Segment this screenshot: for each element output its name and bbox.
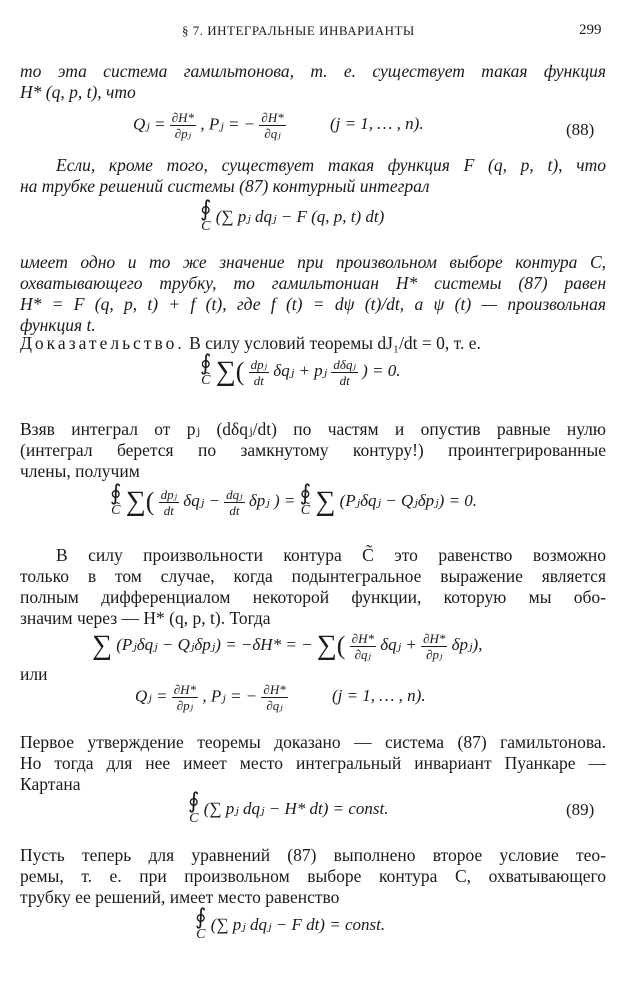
numerator: dpⱼ [160,486,178,502]
text-line: В силу произвольности контура C̃ это равенство возможно [56,545,606,565]
page-number: 299 [579,22,602,38]
denominator: ∂pⱼ [176,698,194,713]
sum-sign: ∑ [315,486,336,517]
numerator: dδqⱼ [333,356,356,372]
oint-symbol [110,480,122,520]
eq-range: (j = 1, … , n). [331,686,426,706]
numerator: ∂H* [171,110,195,125]
oint-symbol [200,350,212,390]
denominator: ∂qⱼ [266,698,283,713]
text-line: трубку ее решений, имеет место равенство [20,887,340,907]
equation-number-88: (88) [566,120,595,139]
denominator: dt [253,372,264,388]
denominator: ∂pⱼ [426,646,443,662]
equation-variation [200,350,401,390]
paren: ( [336,631,346,660]
fraction [259,110,285,141]
fraction [159,487,179,518]
text-line: полным дифференциалом некоторой функции, которую мы обо- [20,587,606,607]
eq-term: δqⱼ − [183,490,220,510]
eq-term: δqⱼ + [380,634,417,654]
text-line: то эта система гамильтонова, т. е. существует такая функция [20,61,606,81]
oint-symbol [200,196,212,236]
fraction [331,357,357,388]
integral-sign: ∮ [299,480,312,505]
equation-88 [133,110,424,141]
text-line: H* (q, p, t), что [20,82,136,102]
fraction [249,357,269,388]
fraction [170,110,196,141]
equation-integrated [110,480,478,520]
eq-term: δpⱼ), [451,634,483,654]
denominator: dt [229,502,240,518]
integral-sign: ∮ [200,196,212,221]
equation-89 [188,788,389,828]
contour-integral [200,196,385,236]
eq-term: ) = 0. [362,360,401,380]
text-line: (интеграл берется по замкнутому контуру!) проинтегрированные [20,440,606,460]
text-line: имеет одно и то же значение при произвольном выборе контура C, [20,252,606,272]
numerator: ∂H* [263,682,286,697]
text-line: Пусть теперь для уравнений (87) выполнено второе условие тео- [20,845,606,865]
text-line: Но тогда для нее имеет место интегральный инвариант Пуанкаре — [20,753,606,773]
sum-sign: ∑ [92,630,112,661]
numerator: ∂H* [423,630,446,646]
fraction [350,631,376,662]
equation-differential [92,630,482,662]
integral-sign: ∮ [200,350,212,375]
text-line: охватывающего трубку, то гамильтониан H* системы (87) равен [20,273,606,293]
eq-term: , Pⱼ = − [202,686,258,706]
paren: ( [145,487,155,516]
denominator: dt [339,372,350,388]
denominator: ∂pⱼ [174,126,192,141]
text-line: Если, кроме того, существует такая функция F (q, p, t), что [56,155,606,175]
equation-last [195,904,386,944]
eq-term: Qⱼ = [135,686,168,706]
denominator: ∂qⱼ [264,126,281,141]
denominator: dt [163,502,174,518]
text-line: или [20,664,48,684]
text-line: ремы, т. е. при произвольном выборе контура C, охватывающего [20,866,606,886]
integral-contour: C [189,811,199,826]
numerator: dqⱼ [226,486,243,502]
equation-number-89: (89) [566,800,595,819]
fraction [224,487,244,518]
oint-symbol [195,904,207,944]
eq-term: , Pⱼ = − [200,114,256,134]
running-header: § 7. ИНТЕГРАЛЬНЫЕ ИНВАРИАНТЫ [182,23,415,38]
integral-contour: C [201,219,211,234]
text-line: значим через — H* (q, p, t). Тогда [20,608,271,628]
text-line [20,333,606,354]
paren: ( [235,357,245,386]
eq-range: (j = 1, … , n). [329,114,424,134]
eq-term: Qⱼ = [133,114,166,134]
integral-contour: C̃ [111,503,121,518]
eq-term: ) = [274,490,296,510]
sum-sign: ∑ [215,356,236,387]
integral-sign: ∮ [188,788,200,813]
fraction [172,682,198,713]
oint-symbol [299,480,312,520]
numerator: ∂H* [261,110,284,125]
text-line: на трубке решений системы (87) контурный интеграл [20,176,430,196]
eq-term: (∑ pⱼ dqⱼ − H* dt) = const. [203,798,389,818]
numerator: ∂H* [351,630,374,646]
integral-contour: C̃ [201,373,211,388]
sum-sign: ∑ [316,630,337,661]
sum-sign: ∑ [125,486,146,517]
text-line: Картана [20,774,81,794]
eq-term: (Pⱼδqⱼ − Qⱼδpⱼ) = −δH* = − [116,634,313,654]
eq-term: (∑ pⱼ dqⱼ − F (q, p, t) dt) [215,206,385,226]
text-line: функция t. [20,315,96,335]
fraction [421,631,447,662]
proof-keyword: Доказательство. [20,333,185,353]
integral-contour: C̃ [300,503,311,518]
numerator: dpⱼ [250,356,268,372]
eq-term: (∑ pⱼ dqⱼ − F dt) = const. [210,914,386,934]
text-line: Взяв интеграл от pⱼ (dδqⱼ/dt) по частям и опустив равные нулю [20,419,606,439]
equation-hamilton [135,682,426,713]
text-line: Первое утверждение теоремы доказано — система (87) гамильтонова. [20,732,606,752]
eq-term: δqⱼ + pⱼ [273,360,328,380]
text-line: H* = F (q, p, t) + f (t), где f (t) = dψ (t)/dt, а ψ (t) — произвольная [20,294,606,314]
integral-contour: C [196,927,206,942]
eq-term: (Pⱼδqⱼ − Qⱼδpⱼ) = 0. [339,490,478,510]
text-segment: В силу условий теоремы dJ₁/dt = 0, т. е. [189,333,481,353]
integral-sign: ∮ [195,904,207,929]
fraction [261,682,287,713]
numerator: ∂H* [173,682,197,697]
eq-term: δpⱼ [248,490,270,510]
integral-sign: ∮ [110,480,122,505]
text-line: только в том случае, когда подынтегральное выражение является [20,566,606,586]
oint-symbol [188,788,200,828]
denominator: ∂qⱼ [354,646,371,662]
text-line: члены, получим [20,461,140,481]
